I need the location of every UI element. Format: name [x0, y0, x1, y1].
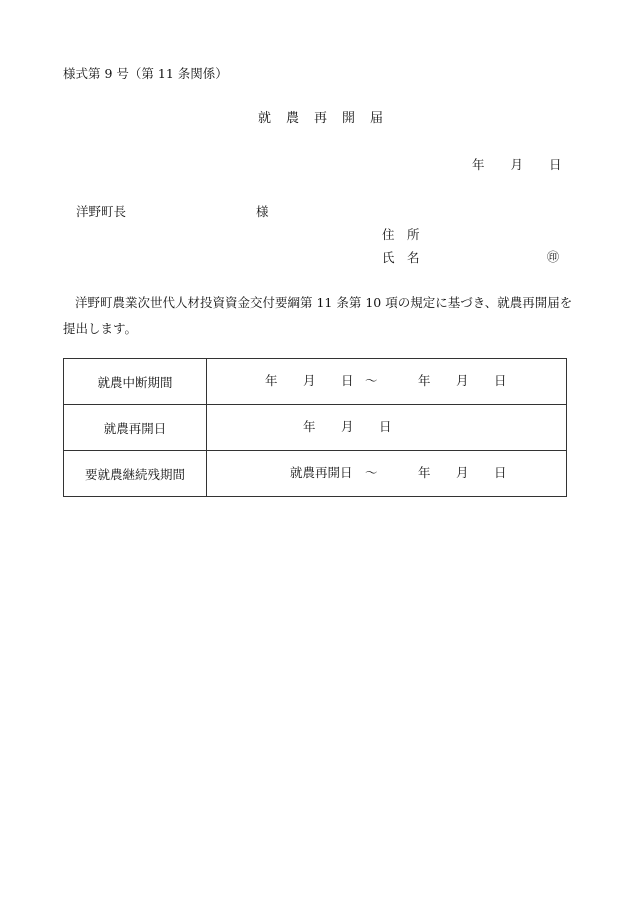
submission-date [472, 157, 562, 173]
body-text [63, 290, 583, 342]
row-value-resumption-date [207, 405, 567, 451]
day-label: 日 [379, 419, 392, 434]
end-month-label: 月 [456, 465, 469, 480]
date-day-label: 日 [549, 157, 562, 172]
end-day-label: 日 [494, 465, 507, 480]
date-year-label: 年 [472, 157, 485, 172]
table-row-interruption-period [64, 359, 567, 405]
end-year-label: 年 [418, 465, 431, 480]
start-month-label: 月 [303, 373, 316, 388]
row-label: 就農中断期間 [64, 359, 207, 405]
form-table [63, 358, 567, 497]
row-value-remaining-period [207, 451, 567, 497]
addressee-name: 洋野町長 [76, 204, 127, 219]
seal-mark-icon: ㊞ [547, 250, 560, 264]
body-line-1: 洋野町農業次世代人材投資資金交付要綱第 11 条第 10 項の規定に基づき、就農再開届を [75, 295, 573, 310]
document-title: 就農再開届 [258, 111, 399, 126]
row-value-interruption-period [207, 359, 567, 405]
table-row-resumption-date [64, 405, 567, 451]
name-label: 氏 名 [382, 250, 420, 265]
month-label: 月 [341, 419, 354, 434]
range-tilde: ～ [365, 373, 378, 388]
address-label: 住 所 [382, 227, 420, 242]
addressee-honorific: 様 [256, 204, 269, 219]
start-text: 就農再開日 [290, 465, 353, 480]
start-day-label: 日 [341, 373, 354, 388]
row-label: 就農再開日 [64, 405, 207, 451]
end-day-label: 日 [494, 373, 507, 388]
body-line-2: 提出します。 [63, 321, 138, 336]
year-label: 年 [303, 419, 316, 434]
table-row-remaining-period [64, 451, 567, 497]
start-year-label: 年 [265, 373, 278, 388]
end-year-label: 年 [418, 373, 431, 388]
range-tilde: ～ [365, 465, 378, 480]
date-month-label: 月 [510, 157, 524, 172]
end-month-label: 月 [456, 373, 469, 388]
form-number: 様式第 9 号（第 11 条関係） [63, 66, 228, 81]
row-label: 要就農継続残期間 [64, 451, 207, 497]
